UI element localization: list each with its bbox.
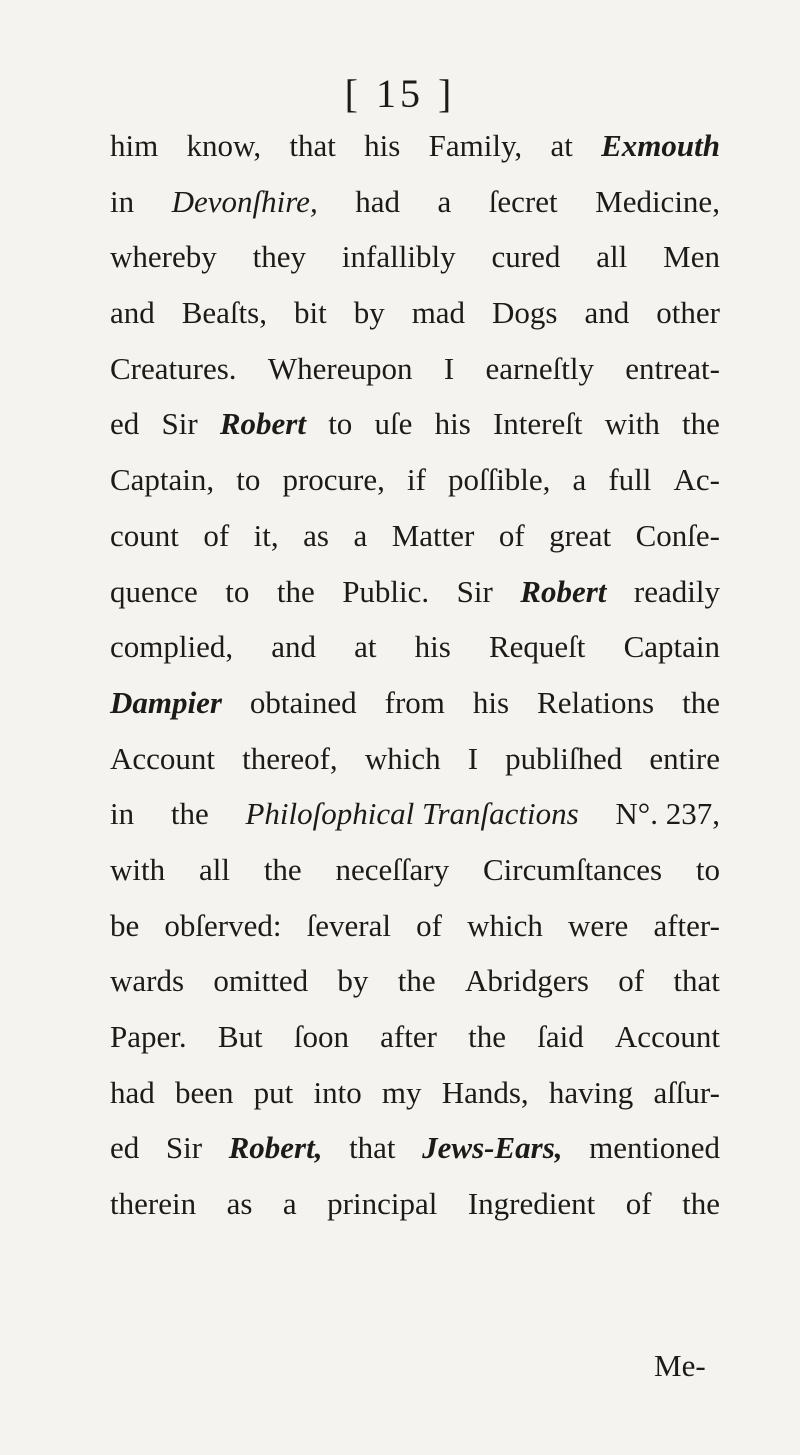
text-line — [110, 174, 720, 230]
text-line — [110, 508, 720, 564]
word: cured — [491, 239, 561, 275]
word: Family, — [428, 128, 523, 163]
word: Exmouth — [601, 128, 720, 163]
word: Jews-Ears, — [422, 1130, 563, 1166]
word: Devonſhire, — [171, 183, 318, 219]
word: Whereupon — [267, 350, 413, 386]
word: as — [226, 1186, 253, 1222]
word: obſerved: — [164, 907, 282, 943]
word: the — [682, 684, 720, 720]
word: all — [596, 239, 628, 275]
word: the — [397, 963, 436, 999]
word: entreat- — [625, 350, 720, 386]
text-line — [110, 452, 720, 508]
word: of — [618, 963, 645, 999]
word: publiſhed — [505, 740, 623, 776]
word: Men — [663, 239, 720, 275]
word: Captain, — [110, 462, 215, 498]
word: and — [110, 295, 155, 331]
word: by — [353, 295, 385, 331]
word: from — [384, 684, 445, 720]
word: Requeſt — [489, 629, 586, 665]
word: know, — [186, 128, 262, 163]
word: had — [110, 1074, 155, 1110]
word: count — [110, 517, 179, 553]
text-line — [110, 898, 720, 954]
word: and — [584, 295, 630, 331]
word: of — [203, 517, 230, 553]
word: which — [364, 740, 441, 776]
word: great — [549, 517, 612, 553]
word: into — [313, 1074, 362, 1110]
word: Sir — [165, 1130, 203, 1166]
word: Matter — [391, 517, 475, 553]
text-line — [110, 1009, 720, 1065]
word: of — [498, 517, 525, 553]
word: ſaid — [537, 1019, 584, 1054]
word: obtained — [249, 684, 357, 720]
text-line — [110, 1065, 720, 1121]
word: whereby — [110, 239, 217, 275]
word: as — [303, 517, 329, 553]
word: having — [548, 1074, 634, 1110]
word: his — [364, 128, 401, 163]
word: omitted — [213, 963, 309, 999]
word: after- — [653, 907, 720, 943]
word: his — [472, 684, 510, 720]
word: that — [673, 963, 720, 999]
word: Public. — [342, 573, 430, 609]
word: Ac- — [673, 462, 720, 498]
word: after — [380, 1019, 437, 1054]
text-line — [110, 953, 720, 1009]
word: Sir — [161, 406, 198, 442]
word: in — [110, 183, 135, 219]
text-line — [110, 619, 720, 675]
word: ſecret — [488, 183, 558, 219]
text-line — [110, 786, 720, 842]
text-line — [110, 731, 720, 787]
word: therein — [110, 1186, 197, 1222]
word: Captain — [623, 629, 720, 665]
word: Robert, — [228, 1130, 323, 1166]
text-line — [110, 341, 720, 397]
word: the — [468, 1019, 507, 1054]
word: quence — [110, 573, 198, 609]
word: readily — [633, 573, 720, 609]
word: entire — [649, 740, 720, 776]
word: principal — [327, 1186, 438, 1222]
word: it, — [253, 517, 279, 553]
word: Relations — [537, 684, 655, 720]
word: Ingredient — [467, 1186, 596, 1222]
word: were — [568, 907, 629, 943]
word: a — [572, 462, 587, 498]
word: had — [355, 183, 400, 219]
word: a — [282, 1186, 297, 1222]
word: ſeveral — [306, 907, 391, 943]
word: ſoon — [293, 1019, 349, 1054]
word: be — [110, 907, 140, 943]
word: other — [656, 295, 720, 331]
word: Account — [110, 740, 216, 776]
catchword: Me- — [654, 1348, 706, 1383]
word: to — [225, 573, 250, 609]
word: Robert — [219, 406, 306, 442]
word: thereof, — [242, 740, 338, 776]
word: Abridgers — [464, 963, 589, 999]
word: to — [695, 851, 720, 887]
word: earneſtly — [485, 350, 594, 386]
text-line — [110, 675, 720, 731]
word: Dampier — [110, 684, 222, 720]
word: at — [550, 128, 573, 163]
text-line — [110, 118, 720, 174]
word: that — [289, 128, 336, 163]
word: Paper. — [110, 1019, 187, 1054]
word: Intereſt — [492, 406, 583, 442]
word: Philoſophical Tranſactions — [245, 796, 579, 832]
word: with — [110, 851, 166, 887]
text-line — [110, 1120, 720, 1176]
word: to — [328, 406, 353, 442]
word: a — [353, 517, 368, 553]
text-line — [110, 396, 720, 452]
text-line — [110, 564, 720, 620]
word: that — [349, 1130, 396, 1166]
word: the — [263, 851, 302, 887]
word: at — [354, 629, 377, 665]
word: his — [434, 406, 471, 442]
word: neceſſary — [335, 851, 450, 887]
word: and — [271, 629, 317, 665]
word: Sir — [456, 573, 493, 609]
word: complied, — [110, 629, 234, 665]
word: wards — [110, 963, 185, 999]
word: a — [437, 183, 452, 219]
word: the — [682, 406, 720, 442]
body-text — [110, 118, 720, 1232]
word: full — [608, 462, 652, 498]
word: the — [276, 573, 315, 609]
word: his — [414, 629, 451, 665]
word: Circumſtances — [482, 851, 663, 887]
text-line — [110, 842, 720, 898]
word: by — [337, 963, 369, 999]
word: they — [252, 239, 307, 275]
word: of — [416, 907, 442, 943]
word: all — [198, 851, 230, 887]
word: if — [406, 462, 426, 498]
word: Dogs — [492, 295, 558, 331]
word: Robert — [520, 573, 607, 609]
word: Medicine, — [595, 183, 720, 219]
word: Beaſts, — [181, 295, 267, 331]
page-number-header: [ 15 ] — [344, 71, 456, 116]
word: Conſe- — [635, 517, 720, 553]
word: aſſur- — [653, 1074, 720, 1110]
word: ed — [110, 1130, 140, 1166]
word: put — [253, 1074, 294, 1110]
word: my — [381, 1074, 422, 1110]
word: in — [110, 796, 135, 832]
text-line — [110, 229, 720, 285]
word: him — [110, 128, 159, 163]
word: with — [604, 406, 660, 442]
word: Account — [614, 1019, 720, 1054]
word: the — [682, 1186, 720, 1222]
word: procure, — [282, 462, 385, 498]
word: poſſible, — [447, 462, 551, 498]
word: Hands, — [441, 1074, 529, 1110]
word: which — [467, 907, 543, 943]
word: N°. 237, — [615, 796, 720, 832]
word: But — [217, 1019, 263, 1054]
word: of — [625, 1186, 652, 1222]
text-line — [110, 1176, 720, 1232]
word: bit — [293, 295, 327, 331]
word: uſe — [374, 406, 413, 442]
word: been — [174, 1074, 234, 1110]
text-line — [110, 285, 720, 341]
word: I — [467, 740, 479, 776]
word: I — [443, 350, 455, 386]
word: Creatures. — [110, 350, 237, 386]
word: mentioned — [589, 1130, 720, 1166]
word: mad — [411, 295, 466, 331]
word: ed — [110, 406, 140, 442]
word: infallibly — [341, 239, 456, 275]
word: to — [236, 462, 261, 498]
word: the — [170, 796, 209, 832]
